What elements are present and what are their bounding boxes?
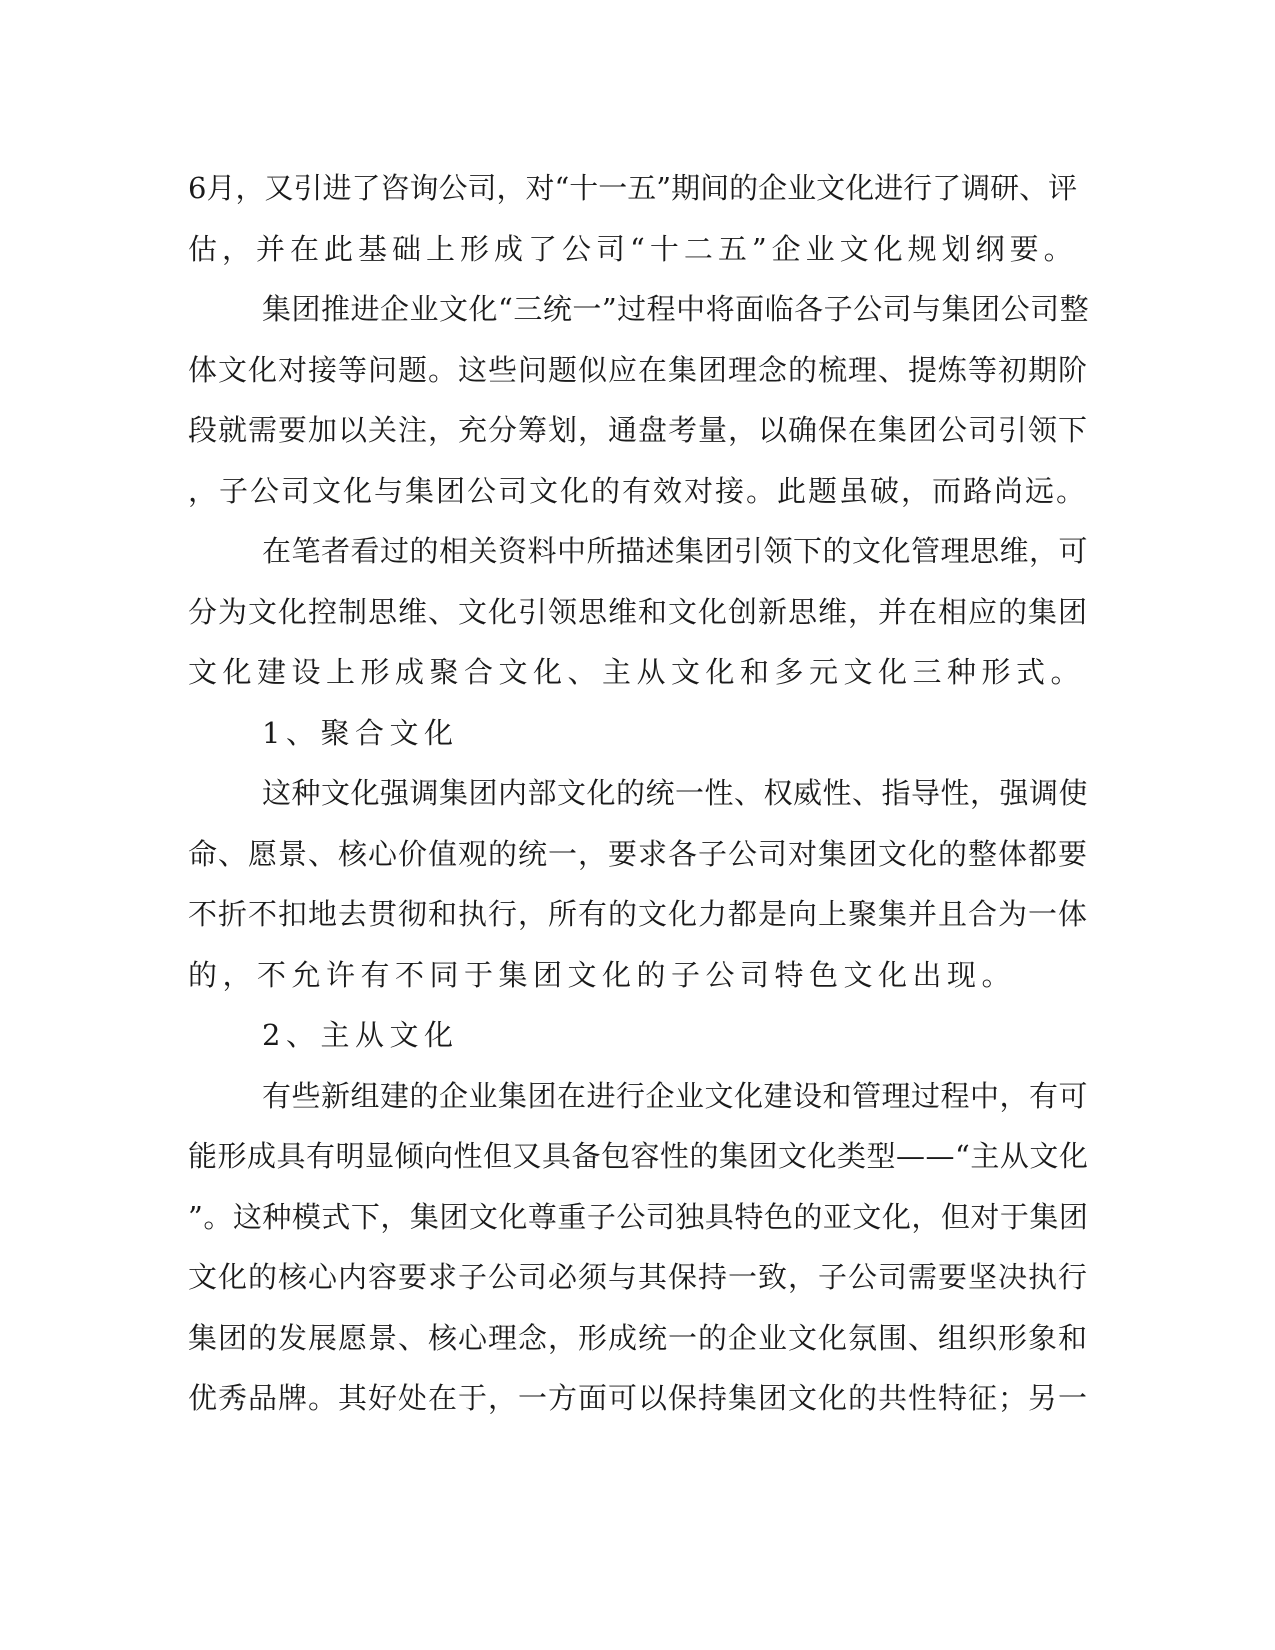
text-line: ，子公司文化与集团公司文化的有效对接。此题虽破，而路尚远。 bbox=[188, 473, 1088, 508]
paragraph-start-line: 在笔者看过的相关资料中所描述集团引领下的文化管理思维，可 bbox=[262, 534, 1089, 568]
text-line: 估，并在此基础上形成了公司“十二五”企业文化规划纲要。 bbox=[188, 231, 1078, 266]
document-body bbox=[188, 158, 1088, 1429]
text-line: 6月，又引进了咨询公司，对“十一五”期间的企业文化进行了调研、评 bbox=[188, 171, 1078, 205]
text-line: ”。这种模式下，集团文化尊重子公司独具特色的亚文化，但对于集团 bbox=[188, 1199, 1089, 1234]
paragraph-start-line: 这种文化强调集团内部文化的统一性、权威性、指导性，强调使 bbox=[262, 776, 1089, 810]
paragraph-start-line: 有些新组建的企业集团在进行企业文化建设和管理过程中，有可 bbox=[262, 1078, 1089, 1113]
paragraph-start-line: 集团推进企业文化“三统一”过程中将面临各子公司与集团公司整 bbox=[262, 292, 1090, 326]
text-line: 文化的核心内容要求子公司必须与其保持一致，子公司需要坚决执行 bbox=[188, 1260, 1089, 1294]
text-line: 体文化对接等问题。这些问题似应在集团理念的梳理、提炼等初期阶 bbox=[188, 352, 1089, 387]
text-line: 分为文化控制思维、文化引领思维和文化创新思维，并在相应的集团 bbox=[188, 594, 1089, 629]
text-line: 优秀品牌。其好处在于，一方面可以保持集团文化的共性特征；另一 bbox=[188, 1381, 1089, 1415]
text-line: 的，不允许有不同于集团文化的子公司特色文化出现。 bbox=[188, 957, 1017, 992]
section-heading: 1、聚合文化 bbox=[262, 715, 459, 750]
section-heading: 2、主从文化 bbox=[262, 1018, 459, 1052]
text-line: 文化建设上形成聚合文化、主从文化和多元文化三种形式。 bbox=[188, 655, 1086, 689]
text-line: 段就需要加以关注，充分筹划，通盘考量，以确保在集团公司引领下 bbox=[188, 413, 1089, 447]
text-line: 集团的发展愿景、核心理念，形成统一的企业文化氛围、组织形象和 bbox=[188, 1320, 1089, 1355]
text-line: 能形成具有明显倾向性但又具备包容性的集团文化类型——“主从文化 bbox=[188, 1139, 1089, 1173]
text-line: 命、愿景、核心价值观的统一，要求各子公司对集团文化的整体都要 bbox=[188, 836, 1089, 871]
text-line: 不折不扣地去贯彻和执行，所有的文化力都是向上聚集并且合为一体 bbox=[188, 897, 1089, 931]
